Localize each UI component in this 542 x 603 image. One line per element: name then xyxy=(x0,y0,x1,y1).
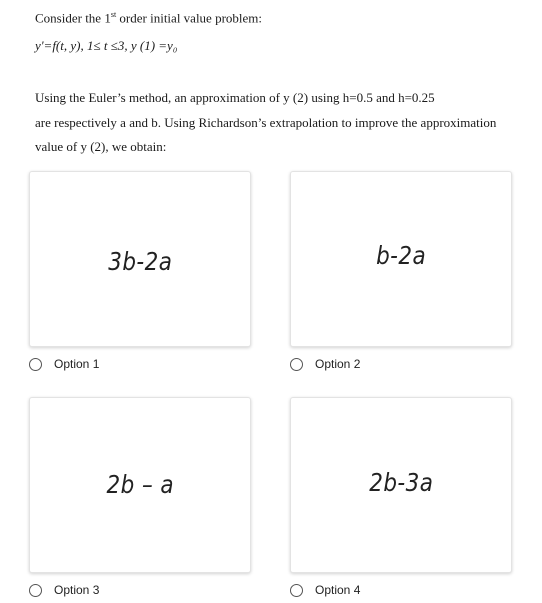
option-2-radio[interactable] xyxy=(290,358,303,371)
question-equation: y'=f(t, y), 1≤ t ≤3, y (1) =y₀ xyxy=(35,38,178,53)
question-intro-superscript: st xyxy=(110,10,117,19)
option-2-label: Option 2 xyxy=(315,357,361,371)
option-1-label: Option 1 xyxy=(54,357,100,371)
option-1-card[interactable] xyxy=(29,171,251,347)
option-1-radio[interactable] xyxy=(29,358,42,371)
question-body-line-1: Using the Euler’s method, an approximation of y (2) using h=0.5 and h=0.25 xyxy=(35,90,435,105)
option-4-label: Option 4 xyxy=(315,583,361,597)
question-body xyxy=(35,86,525,160)
option-1-choice[interactable] xyxy=(29,357,99,371)
option-3-label: Option 3 xyxy=(54,583,100,597)
question-body-line-3: value of y (2), we obtain: xyxy=(35,139,167,154)
option-2-card[interactable] xyxy=(290,171,512,347)
option-3-radio[interactable] xyxy=(29,584,42,597)
option-4-expression: 2b-3a xyxy=(368,467,434,497)
question-intro-text: Consider the 1 xyxy=(35,10,111,26)
question-intro-rest: order initial value problem: xyxy=(116,10,263,26)
question-body-line-2: are respectively a and b. Using Richardson’s extrapolation to improve the approximation xyxy=(35,114,497,130)
option-3-card[interactable] xyxy=(29,397,251,573)
option-3-expression: 2b – a xyxy=(106,469,174,499)
option-4-card[interactable] xyxy=(290,397,512,573)
option-1-expression: 3b-2a xyxy=(107,246,173,276)
option-2-expression: b-2a xyxy=(376,240,426,270)
option-2-choice[interactable] xyxy=(290,357,360,371)
option-3-choice[interactable] xyxy=(29,583,99,597)
question-intro xyxy=(35,10,262,26)
option-4-radio[interactable] xyxy=(290,584,303,597)
option-4-choice[interactable] xyxy=(290,583,360,597)
